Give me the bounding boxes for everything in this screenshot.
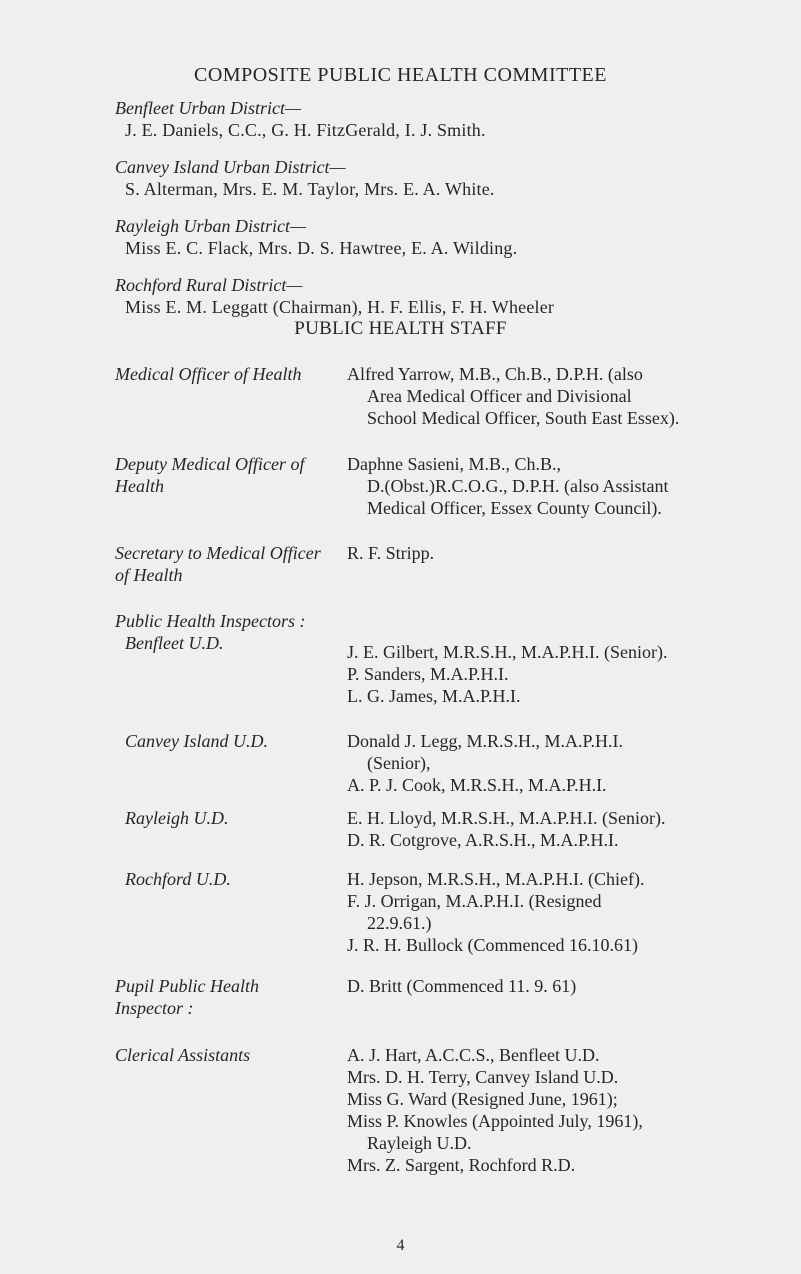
staff-line: J. R. H. Bullock (Commenced 16.10.61) bbox=[347, 935, 638, 955]
page-number: 4 bbox=[396, 1237, 405, 1254]
district-members: J. E. Daniels, C.C., G. H. FitzGerald, I. J. Smith. bbox=[125, 120, 486, 140]
staff-line: E. H. Lloyd, M.R.S.H., M.A.P.H.I. (Senior). bbox=[347, 808, 666, 828]
staff-line: Medical Officer, Essex County Council). bbox=[367, 498, 662, 518]
district-name: Rochford Rural District— bbox=[115, 275, 303, 295]
committee-district bbox=[115, 215, 775, 259]
staff-line: Donald J. Legg, M.R.S.H., M.A.P.H.I. bbox=[347, 731, 624, 751]
district-members: Miss E. M. Leggatt (Chairman), H. F. Ellis, F. H. Wheeler bbox=[125, 297, 555, 317]
staff-people bbox=[347, 453, 787, 519]
staff-people bbox=[347, 730, 787, 796]
staff-line: Daphne Sasieni, M.B., Ch.B., bbox=[347, 454, 561, 474]
staff-line: Miss G. Ward (Resigned June, 1961); bbox=[347, 1089, 618, 1109]
staff-line: P. Sanders, M.A.P.H.I. bbox=[347, 664, 509, 684]
staff-role: Clerical Assistants bbox=[115, 1045, 251, 1065]
staff-line: R. F. Stripp. bbox=[347, 543, 435, 563]
staff-line: J. E. Gilbert, M.R.S.H., M.A.P.H.I. (Senior). bbox=[347, 642, 668, 662]
staff-people bbox=[347, 868, 787, 956]
staff-role: Medical Officer of Health bbox=[115, 364, 302, 384]
district-members: S. Alterman, Mrs. E. M. Taylor, Mrs. E. A. White. bbox=[125, 179, 495, 199]
staff-role: Pupil Public Health Inspector : bbox=[115, 976, 259, 1018]
staff-line: Mrs. Z. Sargent, Rochford R.D. bbox=[347, 1155, 576, 1175]
staff-line: School Medical Officer, South East Essex). bbox=[367, 408, 680, 428]
staff-role: Deputy Medical Officer of Health bbox=[115, 454, 305, 496]
staff-line: F. J. Orrigan, M.A.P.H.I. (Resigned bbox=[347, 891, 602, 911]
staff-line: 22.9.61.) bbox=[367, 913, 432, 933]
staff-line: Miss P. Knowles (Appointed July, 1961), bbox=[347, 1111, 643, 1131]
staff-role: Benfleet U.D. bbox=[125, 633, 224, 653]
committee-list bbox=[115, 97, 775, 333]
staff-role: Rayleigh U.D. bbox=[125, 808, 229, 828]
staff-line: D. R. Cotgrove, A.R.S.H., M.A.P.H.I. bbox=[347, 830, 619, 850]
district-name: Benfleet Urban District— bbox=[115, 98, 301, 118]
committee-district bbox=[115, 156, 775, 200]
staff-line: Area Medical Officer and Divisional bbox=[367, 386, 632, 406]
staff-line: (Senior), bbox=[367, 753, 431, 773]
page-title: COMPOSITE PUBLIC HEALTH COMMITTEE bbox=[194, 64, 607, 86]
staff-line: Rayleigh U.D. bbox=[367, 1133, 472, 1153]
staff-heading: PUBLIC HEALTH STAFF bbox=[294, 318, 507, 339]
committee-district bbox=[115, 274, 775, 318]
staff-people bbox=[347, 807, 787, 851]
staff-role: Secretary to Medical Officer of Health bbox=[115, 543, 321, 585]
staff-line: L. G. James, M.A.P.H.I. bbox=[347, 686, 521, 706]
staff-people bbox=[347, 641, 787, 707]
staff-people bbox=[347, 542, 787, 564]
staff-role: Rochford U.D. bbox=[125, 869, 231, 889]
staff-line: D.(Obst.)R.C.O.G., D.P.H. (also Assistant bbox=[367, 476, 669, 496]
staff-people bbox=[347, 363, 787, 429]
staff-line: Alfred Yarrow, M.B., Ch.B., D.P.H. (also bbox=[347, 364, 643, 384]
staff-line: D. Britt (Commenced 11. 9. 61) bbox=[347, 976, 577, 996]
staff-line: H. Jepson, M.R.S.H., M.A.P.H.I. (Chief). bbox=[347, 869, 645, 889]
committee-district bbox=[115, 97, 775, 141]
staff-people bbox=[347, 1044, 787, 1176]
staff-line: A. P. J. Cook, M.R.S.H., M.A.P.H.I. bbox=[347, 775, 607, 795]
district-members: Miss E. C. Flack, Mrs. D. S. Hawtree, E. A. Wilding. bbox=[125, 238, 518, 258]
staff-line: Mrs. D. H. Terry, Canvey Island U.D. bbox=[347, 1067, 619, 1087]
district-name: Canvey Island Urban District— bbox=[115, 157, 346, 177]
staff-line: A. J. Hart, A.C.C.S., Benfleet U.D. bbox=[347, 1045, 600, 1065]
district-name: Rayleigh Urban District— bbox=[115, 216, 306, 236]
staff-people bbox=[347, 975, 787, 997]
staff-role: Public Health Inspectors : bbox=[115, 611, 306, 631]
staff-role: Canvey Island U.D. bbox=[125, 731, 268, 751]
